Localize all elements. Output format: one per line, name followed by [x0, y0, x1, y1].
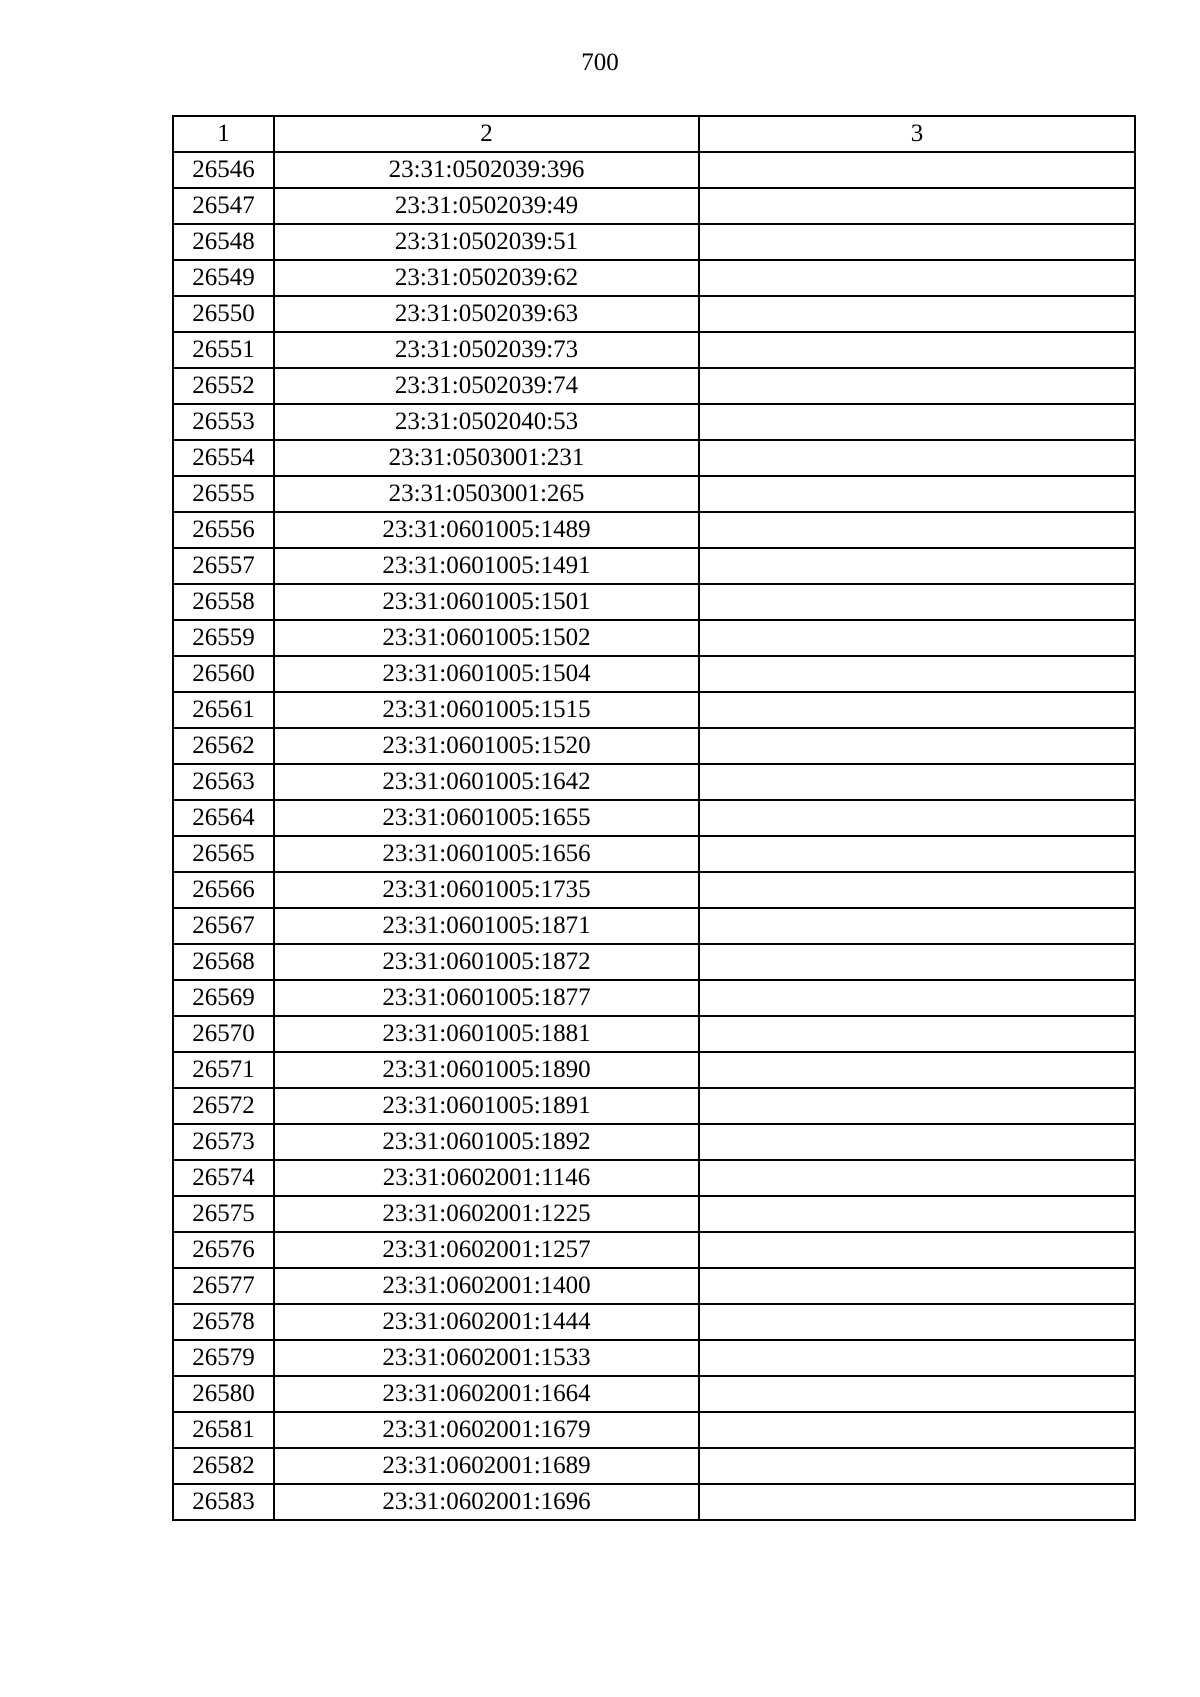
table-row [173, 152, 1135, 188]
table-row [173, 980, 1135, 1016]
row-number-cell: 26549 [173, 260, 274, 296]
table-row [173, 800, 1135, 836]
note-cell [699, 224, 1135, 260]
note-cell [699, 944, 1135, 980]
table-row [173, 476, 1135, 512]
note-cell [699, 1448, 1135, 1484]
note-cell [699, 836, 1135, 872]
cadastral-number-cell: 23:31:0502039:74 [274, 368, 699, 404]
note-cell [699, 1376, 1135, 1412]
cadastral-table [172, 115, 1136, 1521]
cadastral-number-cell: 23:31:0502039:396 [274, 152, 699, 188]
table-row [173, 368, 1135, 404]
cadastral-number-cell: 23:31:0503001:265 [274, 476, 699, 512]
table-row [173, 1304, 1135, 1340]
cadastral-number-cell: 23:31:0502039:62 [274, 260, 699, 296]
table-row [173, 728, 1135, 764]
note-cell [699, 1268, 1135, 1304]
note-cell [699, 1160, 1135, 1196]
row-number-cell: 26569 [173, 980, 274, 1016]
cadastral-number-cell: 23:31:0601005:1502 [274, 620, 699, 656]
note-cell [699, 1304, 1135, 1340]
note-cell [699, 764, 1135, 800]
cadastral-number-cell: 23:31:0502039:73 [274, 332, 699, 368]
row-number-cell: 26564 [173, 800, 274, 836]
note-cell [699, 1088, 1135, 1124]
note-cell [699, 908, 1135, 944]
table-row [173, 1016, 1135, 1052]
cadastral-number-cell: 23:31:0601005:1891 [274, 1088, 699, 1124]
table-row [173, 908, 1135, 944]
note-cell [699, 368, 1135, 404]
table-row [173, 260, 1135, 296]
row-number-cell: 26554 [173, 440, 274, 476]
note-cell [699, 260, 1135, 296]
row-number-cell: 26556 [173, 512, 274, 548]
table-row [173, 656, 1135, 692]
row-number-cell: 26571 [173, 1052, 274, 1088]
cadastral-number-cell: 23:31:0502039:51 [274, 224, 699, 260]
note-cell [699, 692, 1135, 728]
row-number-cell: 26558 [173, 584, 274, 620]
table-row [173, 692, 1135, 728]
cadastral-number-cell: 23:31:0502039:49 [274, 188, 699, 224]
note-cell [699, 1340, 1135, 1376]
cadastral-number-cell: 23:31:0601005:1491 [274, 548, 699, 584]
row-number-cell: 26547 [173, 188, 274, 224]
table-row [173, 512, 1135, 548]
cadastral-number-cell: 23:31:0601005:1881 [274, 1016, 699, 1052]
note-cell [699, 1052, 1135, 1088]
row-number-cell: 26566 [173, 872, 274, 908]
row-number-cell: 26546 [173, 152, 274, 188]
table-row [173, 764, 1135, 800]
cadastral-number-cell: 23:31:0601005:1872 [274, 944, 699, 980]
row-number-cell: 26580 [173, 1376, 274, 1412]
row-number-cell: 26577 [173, 1268, 274, 1304]
row-number-cell: 26550 [173, 296, 274, 332]
table-row [173, 1160, 1135, 1196]
table-row [173, 1052, 1135, 1088]
row-number-cell: 26563 [173, 764, 274, 800]
cadastral-number-cell: 23:31:0503001:231 [274, 440, 699, 476]
cadastral-number-cell: 23:31:0601005:1501 [274, 584, 699, 620]
note-cell [699, 656, 1135, 692]
cadastral-number-cell: 23:31:0602001:1400 [274, 1268, 699, 1304]
table-row [173, 1196, 1135, 1232]
row-number-cell: 26573 [173, 1124, 274, 1160]
cadastral-number-cell: 23:31:0602001:1664 [274, 1376, 699, 1412]
note-cell [699, 188, 1135, 224]
table-row [173, 1268, 1135, 1304]
note-cell [699, 584, 1135, 620]
row-number-cell: 26559 [173, 620, 274, 656]
column-header-2: 2 [274, 116, 699, 152]
row-number-cell: 26553 [173, 404, 274, 440]
table-row [173, 1448, 1135, 1484]
cadastral-number-cell: 23:31:0602001:1257 [274, 1232, 699, 1268]
note-cell [699, 296, 1135, 332]
note-cell [699, 332, 1135, 368]
table-row [173, 404, 1135, 440]
cadastral-number-cell: 23:31:0602001:1533 [274, 1340, 699, 1376]
row-number-cell: 26574 [173, 1160, 274, 1196]
cadastral-number-cell: 23:31:0601005:1504 [274, 656, 699, 692]
note-cell [699, 1196, 1135, 1232]
table-row [173, 620, 1135, 656]
cadastral-number-cell: 23:31:0601005:1655 [274, 800, 699, 836]
cadastral-number-cell: 23:31:0601005:1520 [274, 728, 699, 764]
cadastral-number-cell: 23:31:0601005:1871 [274, 908, 699, 944]
note-cell [699, 548, 1135, 584]
note-cell [699, 476, 1135, 512]
row-number-cell: 26581 [173, 1412, 274, 1448]
row-number-cell: 26578 [173, 1304, 274, 1340]
table-row [173, 1340, 1135, 1376]
note-cell [699, 1124, 1135, 1160]
cadastral-number-cell: 23:31:0601005:1642 [274, 764, 699, 800]
cadastral-number-cell: 23:31:0602001:1146 [274, 1160, 699, 1196]
column-header-3: 3 [699, 116, 1135, 152]
note-cell [699, 512, 1135, 548]
cadastral-number-cell: 23:31:0601005:1877 [274, 980, 699, 1016]
column-header-1: 1 [173, 116, 274, 152]
cadastral-number-cell: 23:31:0602001:1444 [274, 1304, 699, 1340]
row-number-cell: 26557 [173, 548, 274, 584]
cadastral-number-cell: 23:31:0601005:1489 [274, 512, 699, 548]
table-row [173, 296, 1135, 332]
row-number-cell: 26548 [173, 224, 274, 260]
note-cell [699, 980, 1135, 1016]
table-row [173, 188, 1135, 224]
row-number-cell: 26579 [173, 1340, 274, 1376]
table-row [173, 1088, 1135, 1124]
row-number-cell: 26555 [173, 476, 274, 512]
table-row [173, 1124, 1135, 1160]
cadastral-number-cell: 23:31:0601005:1890 [274, 1052, 699, 1088]
note-cell [699, 1412, 1135, 1448]
row-number-cell: 26582 [173, 1448, 274, 1484]
table-row [173, 548, 1135, 584]
note-cell [699, 152, 1135, 188]
table-row [173, 1484, 1135, 1520]
row-number-cell: 26551 [173, 332, 274, 368]
note-cell [699, 728, 1135, 764]
table-row [173, 1232, 1135, 1268]
cadastral-number-cell: 23:31:0502039:63 [274, 296, 699, 332]
table-row [173, 836, 1135, 872]
note-cell [699, 872, 1135, 908]
row-number-cell: 26565 [173, 836, 274, 872]
table-row [173, 872, 1135, 908]
row-number-cell: 26562 [173, 728, 274, 764]
note-cell [699, 1016, 1135, 1052]
cadastral-number-cell: 23:31:0601005:1892 [274, 1124, 699, 1160]
row-number-cell: 26560 [173, 656, 274, 692]
cadastral-number-cell: 23:31:0602001:1225 [274, 1196, 699, 1232]
table-body [173, 116, 1135, 1520]
cadastral-number-cell: 23:31:0601005:1515 [274, 692, 699, 728]
note-cell [699, 404, 1135, 440]
table-row [173, 1376, 1135, 1412]
row-number-cell: 26570 [173, 1016, 274, 1052]
note-cell [699, 620, 1135, 656]
row-number-cell: 26552 [173, 368, 274, 404]
note-cell [699, 1232, 1135, 1268]
cadastral-number-cell: 23:31:0502040:53 [274, 404, 699, 440]
note-cell [699, 440, 1135, 476]
row-number-cell: 26583 [173, 1484, 274, 1520]
cadastral-number-cell: 23:31:0602001:1689 [274, 1448, 699, 1484]
table-row [173, 584, 1135, 620]
row-number-cell: 26568 [173, 944, 274, 980]
cadastral-number-cell: 23:31:0602001:1679 [274, 1412, 699, 1448]
row-number-cell: 26572 [173, 1088, 274, 1124]
row-number-cell: 26561 [173, 692, 274, 728]
table-row [173, 1412, 1135, 1448]
table-row [173, 944, 1135, 980]
row-number-cell: 26567 [173, 908, 274, 944]
row-number-cell: 26575 [173, 1196, 274, 1232]
note-cell [699, 800, 1135, 836]
table-row [173, 440, 1135, 476]
cadastral-number-cell: 23:31:0601005:1656 [274, 836, 699, 872]
cadastral-number-cell: 23:31:0602001:1696 [274, 1484, 699, 1520]
page-number: 700 [581, 49, 619, 76]
note-cell [699, 1484, 1135, 1520]
table-row [173, 224, 1135, 260]
row-number-cell: 26576 [173, 1232, 274, 1268]
cadastral-number-cell: 23:31:0601005:1735 [274, 872, 699, 908]
table-row [173, 332, 1135, 368]
table-header-row [173, 116, 1135, 152]
